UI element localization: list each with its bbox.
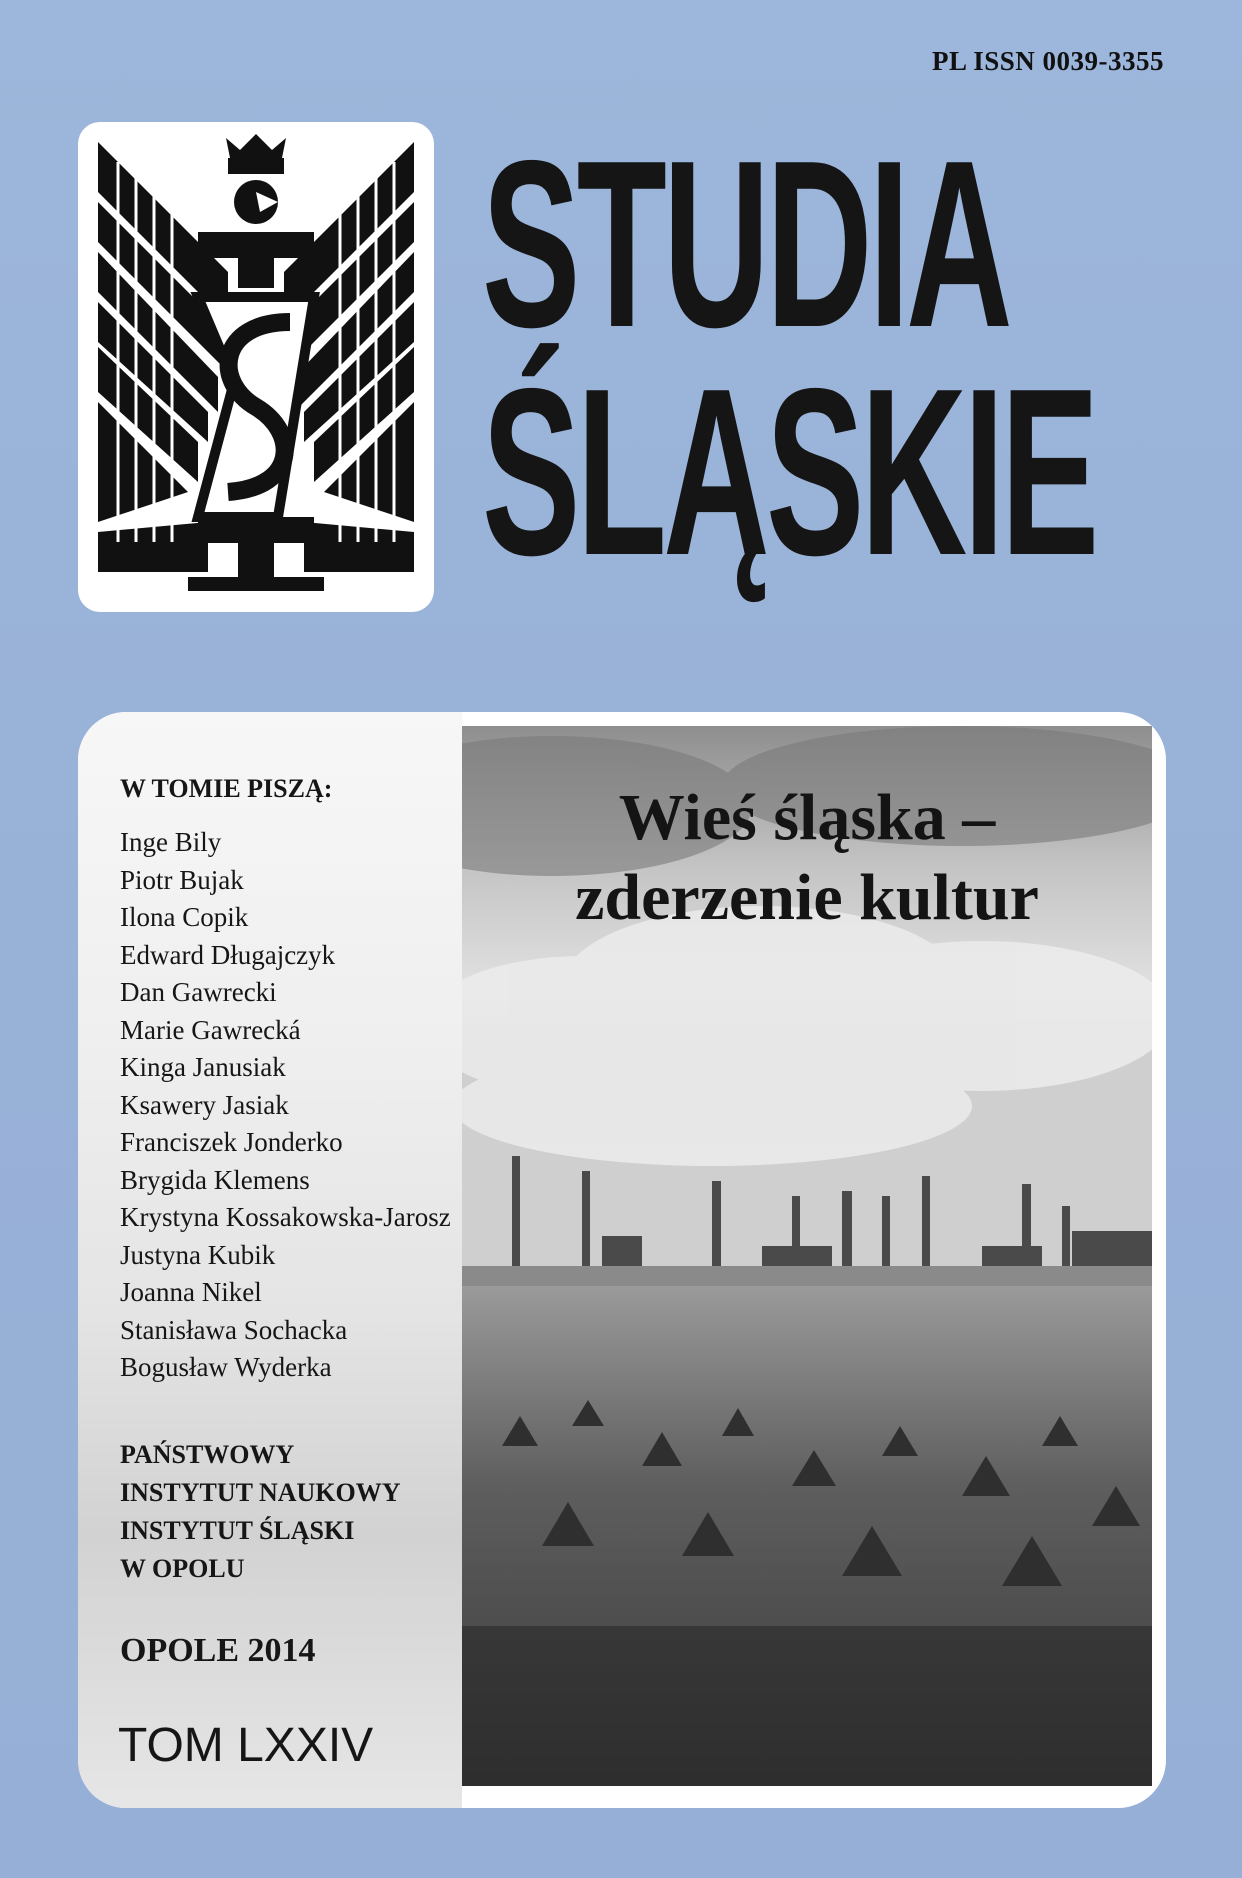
author-item: Ksawery Jasiak [120, 1089, 289, 1120]
author-item: Kinga Janusiak [120, 1052, 286, 1082]
author-item: Stanisława Sochacka [120, 1314, 348, 1345]
title-line-1: STUDIA [482, 112, 1009, 377]
issue-theme-title [462, 778, 1152, 938]
author-item: Bogusław Wyderka [120, 1352, 332, 1382]
author-item: Ilona Copik [120, 902, 249, 932]
content-panel [78, 712, 1166, 1808]
author-item: Inge Bily [120, 827, 222, 857]
author-item: Dan Gawrecki [120, 977, 277, 1007]
publisher-name [120, 1436, 401, 1588]
publisher-line: PAŃSTWOWY [120, 1440, 295, 1469]
author-item: Piotr Bujak [120, 864, 244, 895]
author-item: Krystyna Kossakowska-Jarosz [120, 1202, 451, 1232]
silesian-eagle-emblem-icon [78, 122, 434, 612]
publisher-line: INSTYTUT ŚLĄSKI [120, 1516, 355, 1545]
author-item: Marie Gawrecká [120, 1014, 301, 1045]
authors-list [120, 824, 451, 1387]
publisher-line: W OPOLU [120, 1554, 245, 1583]
author-item: Franciszek Jonderko [120, 1127, 343, 1157]
logo-panel [78, 122, 434, 612]
volume-number: TOM LXXIV [118, 1719, 374, 1772]
issn-number: PL ISSN 0039-3355 [931, 46, 1164, 76]
author-item: Joanna Nikel [120, 1277, 262, 1307]
author-item: Edward Długajczyk [120, 939, 336, 970]
author-item: Justyna Kubik [120, 1239, 276, 1270]
publication-place-year: OPOLE 2014 [120, 1632, 316, 1669]
subtitle-line-2: zderzenie kultur [575, 861, 1039, 934]
title-line-2: ŚLĄSKIE [482, 340, 1096, 605]
subtitle-line-1: Wieś śląska – [618, 781, 996, 854]
publisher-line: INSTYTUT NAUKOWY [120, 1478, 401, 1507]
author-item: Brygida Klemens [120, 1164, 310, 1195]
authors-heading: W TOMIE PISZĄ: [120, 774, 333, 803]
